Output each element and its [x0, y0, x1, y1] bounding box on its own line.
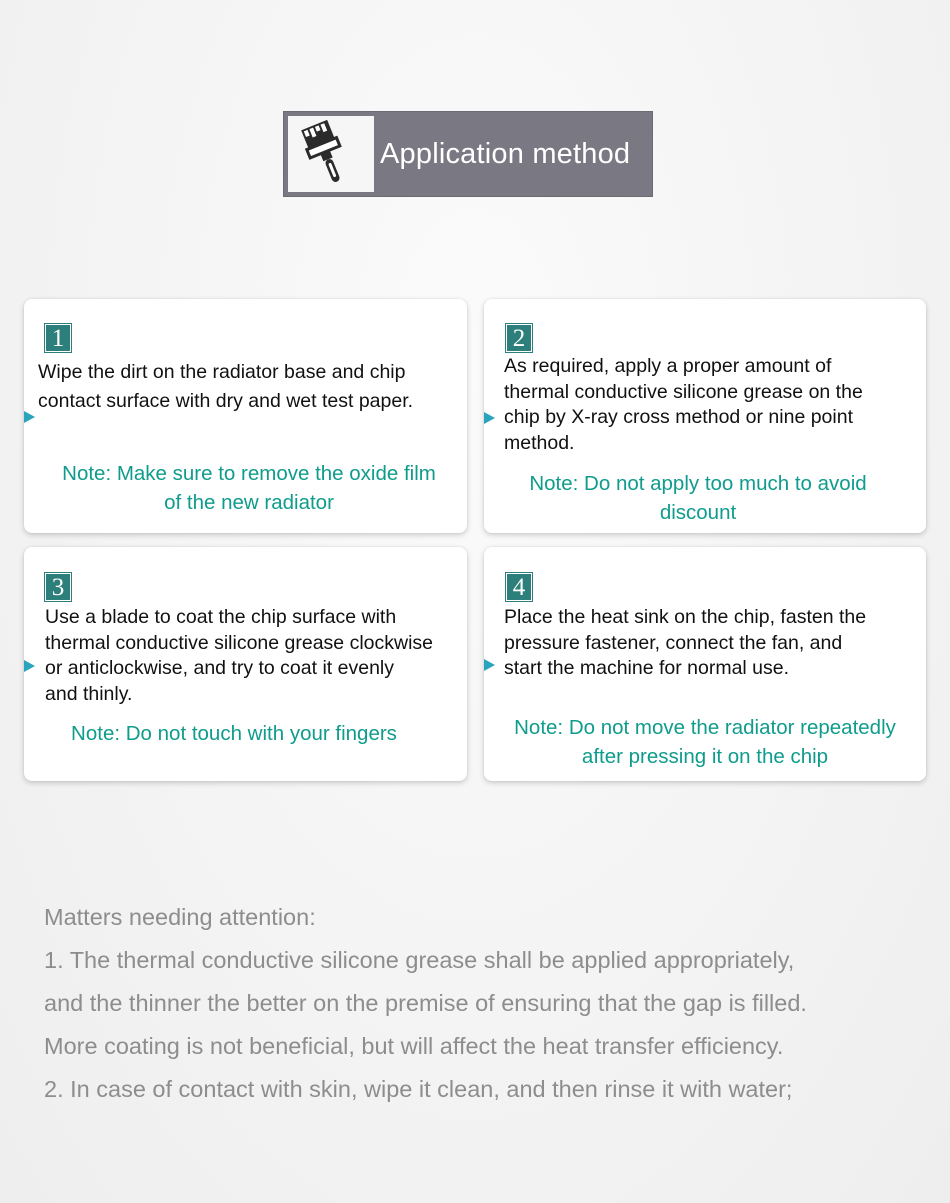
step-card-3: [24, 547, 467, 781]
step-line: As required, apply a proper amount of: [504, 355, 832, 377]
step-card-2: [484, 299, 926, 533]
step-card-1: [24, 299, 467, 533]
attention-line: 2. In case of contact with skin, wipe it clean, and then rinse it with water;: [44, 1076, 793, 1102]
step-description: [504, 605, 922, 682]
step-description: [38, 360, 462, 414]
step-line: or anticlockwise, and try to coat it evenly: [45, 657, 394, 679]
attention-line: More coating is not beneficial, but will affect the heat transfer efficiency.: [44, 1033, 784, 1059]
step-line: pressure fastener, connect the fan, and: [504, 631, 843, 654]
note-line: of the new radiator: [164, 491, 334, 514]
step-line: thermal conductive silicone grease clockwise: [45, 631, 434, 654]
step-line: Wipe the dirt on the radiator base and chip: [38, 361, 406, 383]
step-number-badge: 3: [45, 573, 71, 601]
step-number-badge: 1: [45, 324, 71, 352]
triangle-bullet-icon: [24, 411, 35, 423]
triangle-bullet-icon: [484, 412, 495, 424]
step-line: Use a blade to coat the chip surface with: [45, 606, 397, 628]
header-banner: [283, 111, 653, 197]
step-card-4: [484, 547, 926, 781]
note-line: discount: [659, 501, 737, 524]
step-note: [484, 713, 926, 771]
step-line: and thinly.: [45, 682, 133, 705]
attention-heading: Matters needing attention:: [44, 904, 316, 930]
step-description: [45, 605, 465, 707]
step-line: method.: [504, 431, 575, 454]
attention-line: and the thinner the better on the premise of ensuring that the gap is filled.: [44, 990, 807, 1016]
note-line: Note: Do not apply too much to avoid: [529, 472, 867, 495]
triangle-bullet-icon: [24, 660, 35, 672]
note-line: after pressing it on the chip: [581, 745, 829, 768]
step-number-badge: 4: [506, 573, 532, 601]
attention-line: 1. The thermal conductive silicone grease shall be applied appropriately,: [44, 947, 795, 973]
note-line: Note: Make sure to remove the oxide film: [62, 462, 436, 485]
note-line: Note: Do not move the radiator repeatedly: [514, 716, 896, 739]
step-line: chip by X-ray cross method or nine point: [504, 406, 854, 428]
step-note: [484, 469, 912, 527]
step-line: thermal conductive silicone grease on the: [504, 380, 863, 403]
note-line: Note: Do not touch with your fingers: [71, 722, 397, 745]
attention-section: [44, 896, 924, 1111]
step-number-badge: 2: [506, 324, 532, 352]
triangle-bullet-icon: [484, 659, 495, 671]
step-description: [504, 354, 922, 456]
step-line: start the machine for normal use.: [504, 657, 790, 679]
step-note: [24, 459, 474, 517]
step-line: Place the heat sink on the chip, fasten the: [504, 606, 867, 628]
step-line: contact surface with dry and wet test paper.: [38, 389, 414, 412]
step-note: [24, 719, 444, 748]
page-title: Application method: [380, 138, 631, 170]
paint-brush-icon: [288, 116, 374, 192]
